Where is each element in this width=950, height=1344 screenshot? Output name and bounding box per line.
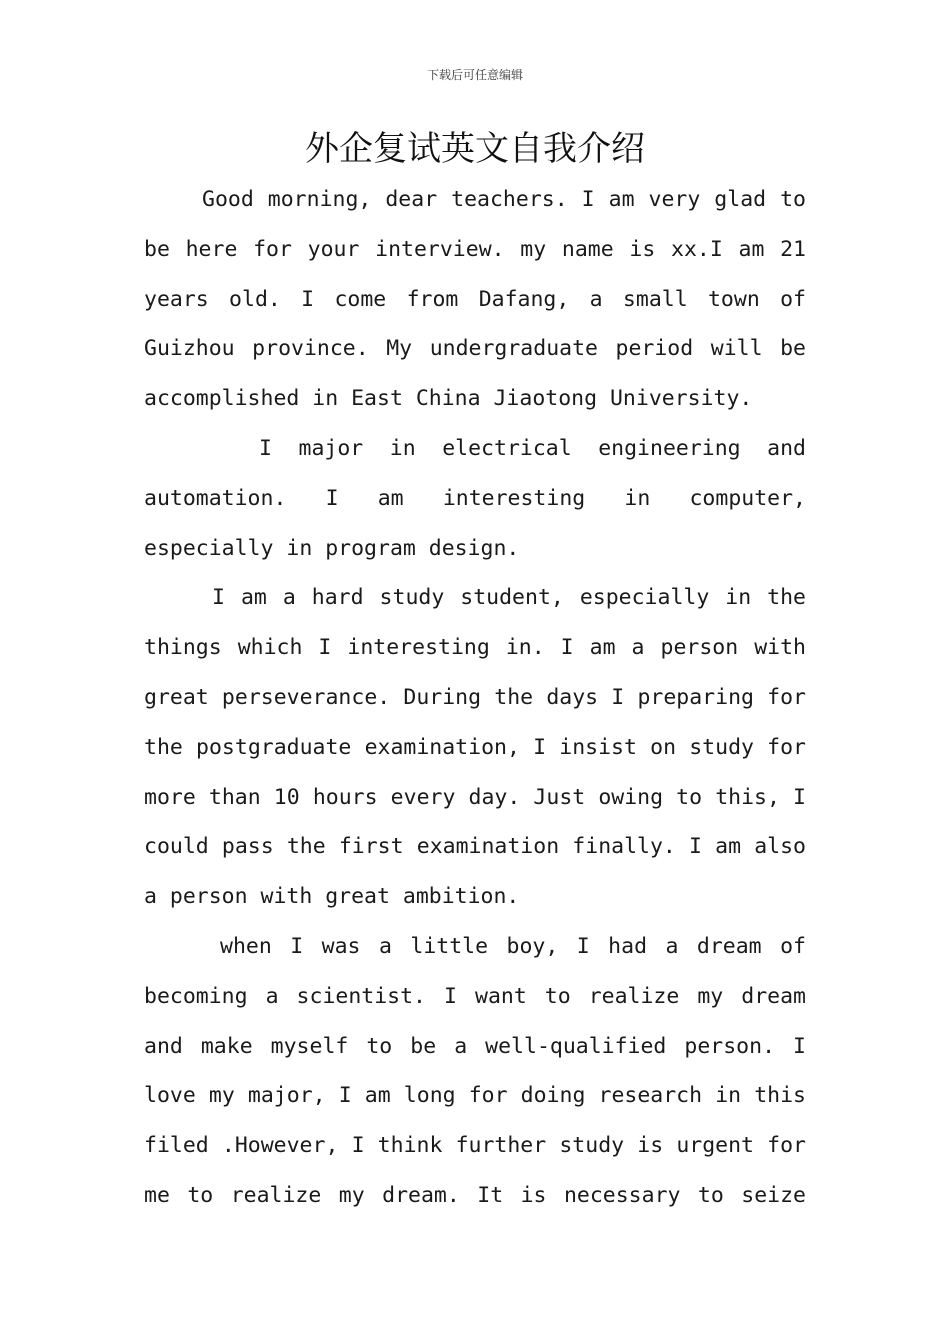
text-line: especially in program design. xyxy=(144,535,520,561)
document-title: 外企复试英文自我介绍 xyxy=(305,129,645,169)
text-line: could pass the first examination finally. I am also xyxy=(144,834,806,860)
text-line: years old. I come from Dafang, a small town of xyxy=(144,286,806,312)
text-line: great perseverance. During the days I preparing for xyxy=(144,684,806,710)
document-body xyxy=(144,175,806,1221)
text-line: more than 10 hours every day. Just owing to this, I xyxy=(144,784,806,810)
header-note: 下载后可任意编辑 xyxy=(426,68,523,82)
text-line: and make myself to be a well-qualified person. I xyxy=(144,1033,806,1059)
text-line: things which I interesting in. I am a person with xyxy=(144,635,806,661)
text-line: the postgraduate examination, I insist on study for xyxy=(144,734,806,760)
text-line: Guizhou province. My undergraduate period will be xyxy=(144,336,806,362)
text-line: when I was a little boy, I had a dream of xyxy=(220,933,806,959)
text-line: filed .However, I think further study is urgent for xyxy=(144,1133,806,1159)
text-line: a person with great ambition. xyxy=(144,884,520,910)
text-line: I am a hard study student, especially in the xyxy=(212,585,806,611)
text-line: I major in electrical engineering and xyxy=(259,435,806,461)
text-line: automation. I am interesting in computer, xyxy=(144,485,806,511)
text-line: be here for your interview. my name is xx.I am 21 xyxy=(144,236,806,262)
text-line: love my major, I am long for doing research in this xyxy=(144,1083,806,1109)
text-line: becoming a scientist. I want to realize my dream xyxy=(144,983,806,1009)
text-line: me to realize my dream. It is necessary to seize xyxy=(144,1182,806,1208)
text-line: accomplished in East China Jiaotong University. xyxy=(144,386,753,412)
text-line: Good morning, dear teachers. I am very glad to xyxy=(202,187,806,212)
